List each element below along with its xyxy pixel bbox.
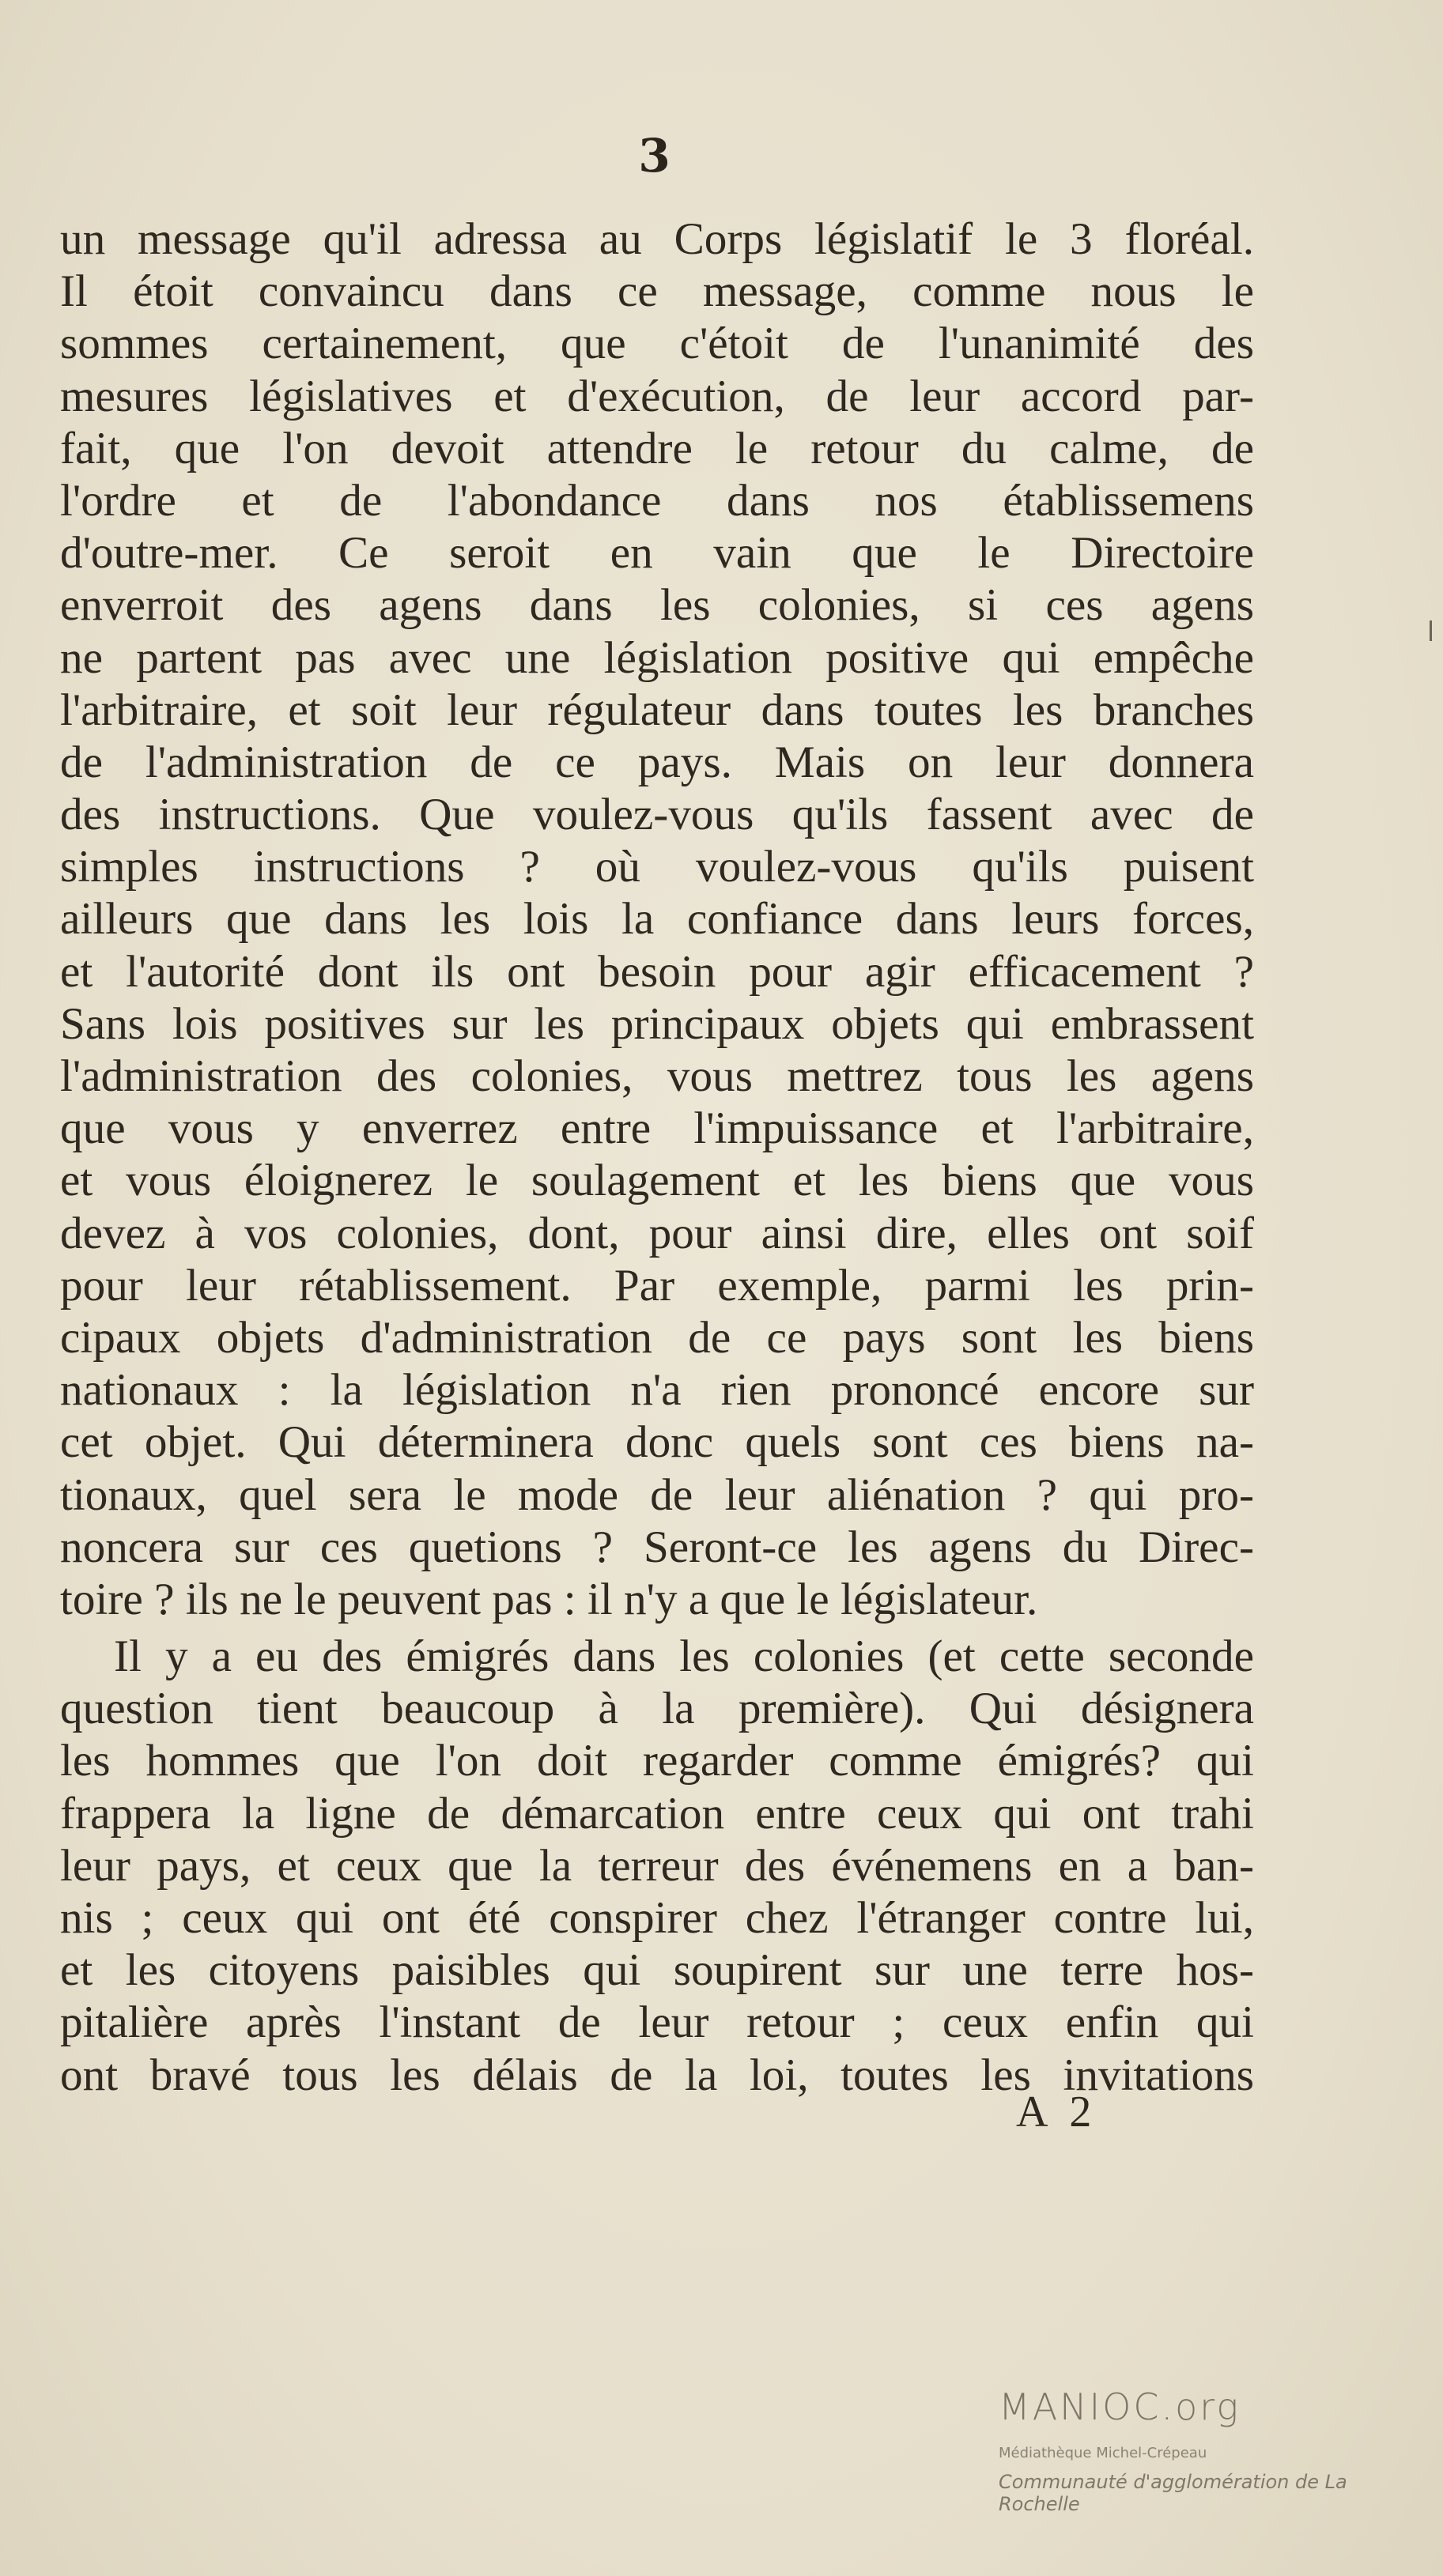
text-line: frappera la ligne de démarcation entre ceux qui ont trahi bbox=[60, 1788, 1254, 1839]
text-line: tionaux, quel sera le mode de leur aliénation ? qui pro- bbox=[60, 1469, 1254, 1520]
text-line: l'ordre et de l'abondance dans nos établissemens bbox=[60, 475, 1254, 526]
text-line: ne partent pas avec une législation positive qui empêche bbox=[60, 632, 1254, 683]
text-line: cipaux objets d'administration de ce pays sont les biens bbox=[60, 1312, 1254, 1363]
text-line: l'administration des colonies, vous mettrez tous les agens bbox=[60, 1051, 1254, 1101]
signature-mark: A 2 bbox=[1016, 2088, 1098, 2137]
text-line: sommes certainement, que c'étoit de l'unanimité des bbox=[60, 319, 1254, 369]
text-line: noncera sur ces quetions ? Seront-ce les agens du Direc- bbox=[60, 1522, 1254, 1572]
text-line: de l'administration de ce pays. Mais on leur donnera bbox=[60, 737, 1254, 787]
text-line: Il étoit convaincu dans ce message, comme nous le bbox=[60, 266, 1254, 317]
text-line: fait, que l'on devoit attendre le retour du calme, de bbox=[60, 423, 1254, 473]
text-line: pitalière après l'instant de leur retour ; ceux enfin qui bbox=[60, 1997, 1254, 2048]
text-line: d'outre-mer. Ce seroit en vain que le Directoire bbox=[60, 528, 1254, 579]
margin-mark bbox=[1430, 620, 1432, 641]
watermark bbox=[999, 2387, 1410, 2515]
text-line: nationaux : la législation n'a rien prononcé encore sur bbox=[60, 1365, 1254, 1416]
text-line: devez à vos colonies, dont, pour ainsi dire, elles ont soif bbox=[60, 1208, 1254, 1258]
text-line: et l'autorité dont ils ont besoin pour agir efficacement ? bbox=[60, 946, 1254, 997]
watermark-library: Médiathèque Michel-Crépeau bbox=[999, 2444, 1207, 2461]
text-line: un message qu'il adressa au Corps législatif le 3 floréal. bbox=[60, 214, 1254, 264]
text-line: que vous y enverrez entre l'impuissance et l'arbitraire, bbox=[60, 1103, 1254, 1154]
text-line: mesures législatives et d'exécution, de leur accord par- bbox=[60, 371, 1254, 421]
text-line: nis ; ceux qui ont été conspirer chez l'étranger contre lui, bbox=[60, 1893, 1254, 1943]
text-line: leur pays, et ceux que la terreur des événemens en a ban- bbox=[60, 1840, 1254, 1891]
text-line: simples instructions ? où voulez-vous qu'ils puisent bbox=[60, 842, 1254, 892]
text-line: et les citoyens paisibles qui soupirent sur une terre hos- bbox=[60, 1945, 1254, 1996]
text-line: l'arbitraire, et soit leur régulateur dans toutes les branches bbox=[60, 685, 1254, 735]
page-number: 3 bbox=[638, 129, 671, 183]
body-text bbox=[60, 213, 1254, 2102]
text-line: ont bravé tous les délais de la loi, toutes les invitations bbox=[60, 2050, 1254, 2100]
text-line: Sans lois positives sur les principaux objets qui embrassent bbox=[60, 998, 1254, 1049]
text-line: toire ? ils ne le peuvent pas : il n'y a que le législateur. bbox=[60, 1574, 1038, 1624]
text-line: question tient beaucoup à la première). Qui désignera bbox=[60, 1684, 1254, 1734]
watermark-community: Communauté d'agglomération de La Rochelle bbox=[999, 2470, 1347, 2515]
text-line: Il y a eu des émigrés dans les colonies (et cette seconde bbox=[114, 1631, 1254, 1682]
text-line: ailleurs que dans les lois la confiance dans leurs forces, bbox=[60, 894, 1254, 945]
watermark-logo: MANIOC.org bbox=[999, 2386, 1241, 2428]
text-line: et vous éloignerez le soulagement et les biens que vous bbox=[60, 1156, 1254, 1206]
text-line: les hommes que l'on doit regarder comme émigrés? qui bbox=[60, 1736, 1254, 1786]
text-line: des instructions. Que voulez-vous qu'ils fassent avec de bbox=[60, 790, 1254, 840]
text-line: pour leur rétablissement. Par exemple, parmi les prin- bbox=[60, 1260, 1254, 1311]
text-line: cet objet. Qui déterminera donc quels sont ces biens na- bbox=[60, 1417, 1254, 1468]
text-line: enverroit des agens dans les colonies, si ces agens bbox=[60, 580, 1254, 631]
